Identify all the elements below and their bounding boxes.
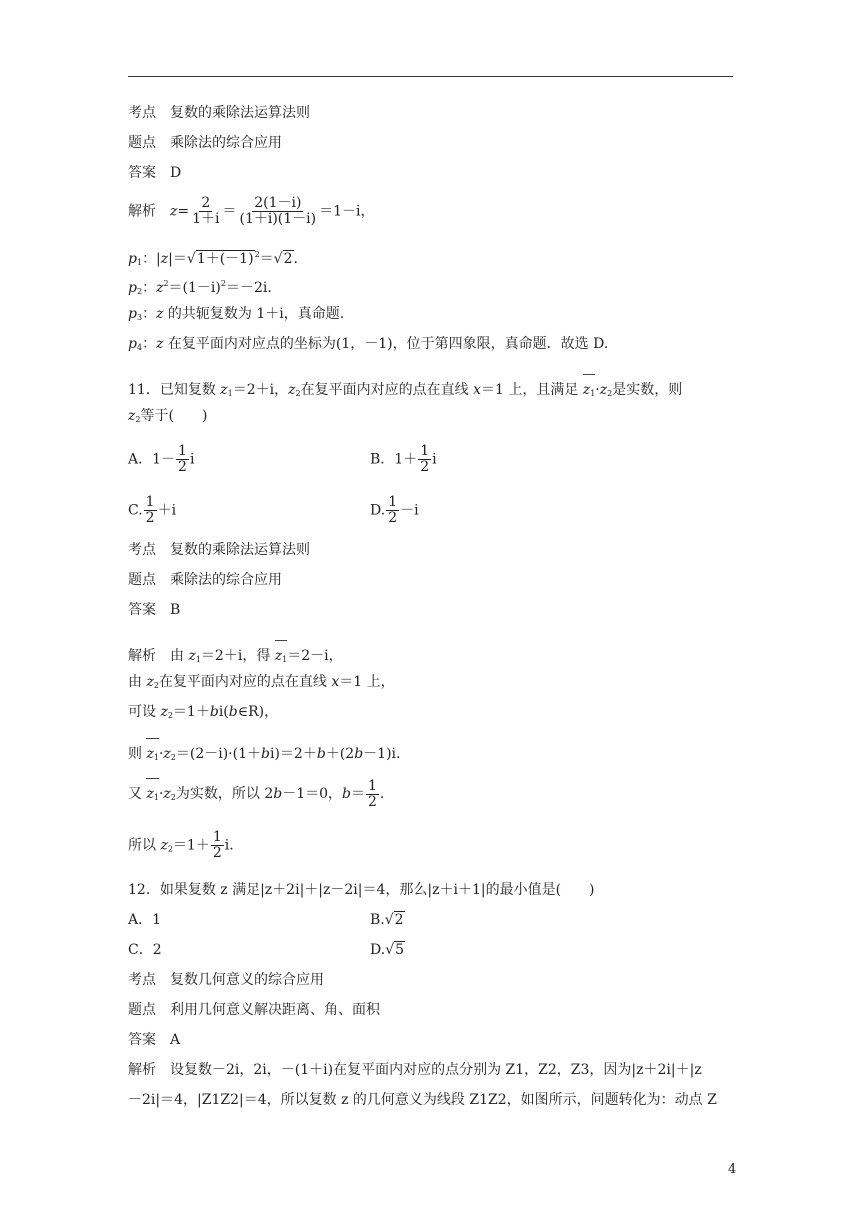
q11-stem-line2: $z_2$等于( ): [128, 408, 208, 424]
p4-line: $p_4$：z 在复平面内对应点的坐标为(1，－1)，位于第四象限，真命题．故选 D.: [128, 336, 609, 352]
kaodian-line: 考点 复数的乘除法运算法则: [128, 105, 310, 121]
header-rule: [128, 76, 733, 77]
q11-option-a: A．1－ $\frac{1}{2}$ i: [128, 443, 195, 475]
p1-line: $p_1$：$|z|=√1+(-1)^2=√2$.: [128, 250, 298, 267]
q11-tidian: 题点 乘除法的综合应用: [128, 572, 282, 588]
q12-stem: 12．如果复数 z 满足|z＋2i|＋|z－2i|＝4，那么|z＋i＋1|的最小值是( ): [128, 882, 595, 898]
page-number: 4: [728, 1162, 737, 1177]
q12-solution-1: 解析 设复数－2i，2i，－(1＋i)在复平面内对应的点分别为 Z1，Z2，Z3，因为|z＋2i|＋|z: [128, 1062, 702, 1078]
q11-option-d: D. $\frac{1}{2}$ －i: [370, 494, 419, 526]
solution-line: 解析 z= $\frac{2}{1+i}$ ＝ $\frac{2(1-i)}{(1+i)(1-i)}$ ＝1－i，: [128, 195, 375, 227]
q12-kaodian: 考点 复数几何意义的综合应用: [128, 972, 324, 988]
p2-line: $p_2$：$z^2=(1-i)^2=-2i$.: [128, 279, 272, 296]
q12-option-b: B.√2: [370, 912, 404, 928]
answer-line: 答案 D: [128, 165, 182, 181]
tidian-line: 题点 乘除法的综合应用: [128, 135, 282, 151]
q12-tidian: 题点 利用几何意义解决距离、角、面积: [128, 1002, 380, 1018]
p3-line: $p_3$：z 的共轭复数为 1＋i，真命题.: [128, 306, 345, 322]
q12-answer: 答案 A: [128, 1032, 181, 1048]
q11-stem-line1: 11．已知复数 $z_1=2+i$，$z_2$在复平面内对应的点在直线 x＝1 上，且满足 $z_1\cdot z_2$是实数，则: [128, 374, 682, 404]
q11-solution-4: 则 $z_1\cdot z_2=(2-i)\cdot(1+bi)=2+b+(2b-1)i$.: [128, 738, 400, 768]
q11-solution-2: 由 $z_2$在复平面内对应的点在直线 x＝1 上，: [128, 674, 395, 690]
q12-option-c: C．2: [128, 942, 162, 958]
q11-option-c: C. $\frac{1}{2}$ ＋i: [128, 494, 177, 526]
q12-solution-2: －2i|＝4，|Z1Z2|＝4，所以复数 z 的几何意义为线段 Z1Z2，如图所示，问题转化为：动点 Z: [128, 1092, 717, 1108]
q12-option-a: A．1: [128, 912, 162, 928]
q11-solution-5: 又 $z_1\cdot z_2$为实数，所以 2b－1＝0，b＝ $\frac{1}{2}$ .: [128, 777, 385, 810]
q11-kaodian: 考点 复数的乘除法运算法则: [128, 542, 310, 558]
q11-solution-6: 所以 $z_2=1+$ $\frac{1}{2}$ i.: [128, 829, 234, 861]
q11-solution-1: 解析 由 $z_1=2+i$，得 $z_1=2-i$，: [128, 640, 343, 670]
q11-option-b: B．1＋ $\frac{1}{2}$ i: [370, 443, 437, 475]
q11-solution-3: 可设 $z_2=1+bi(b\in R)$，: [128, 704, 279, 720]
q11-answer: 答案 B: [128, 602, 181, 618]
q12-option-d: D.√5: [370, 942, 405, 958]
